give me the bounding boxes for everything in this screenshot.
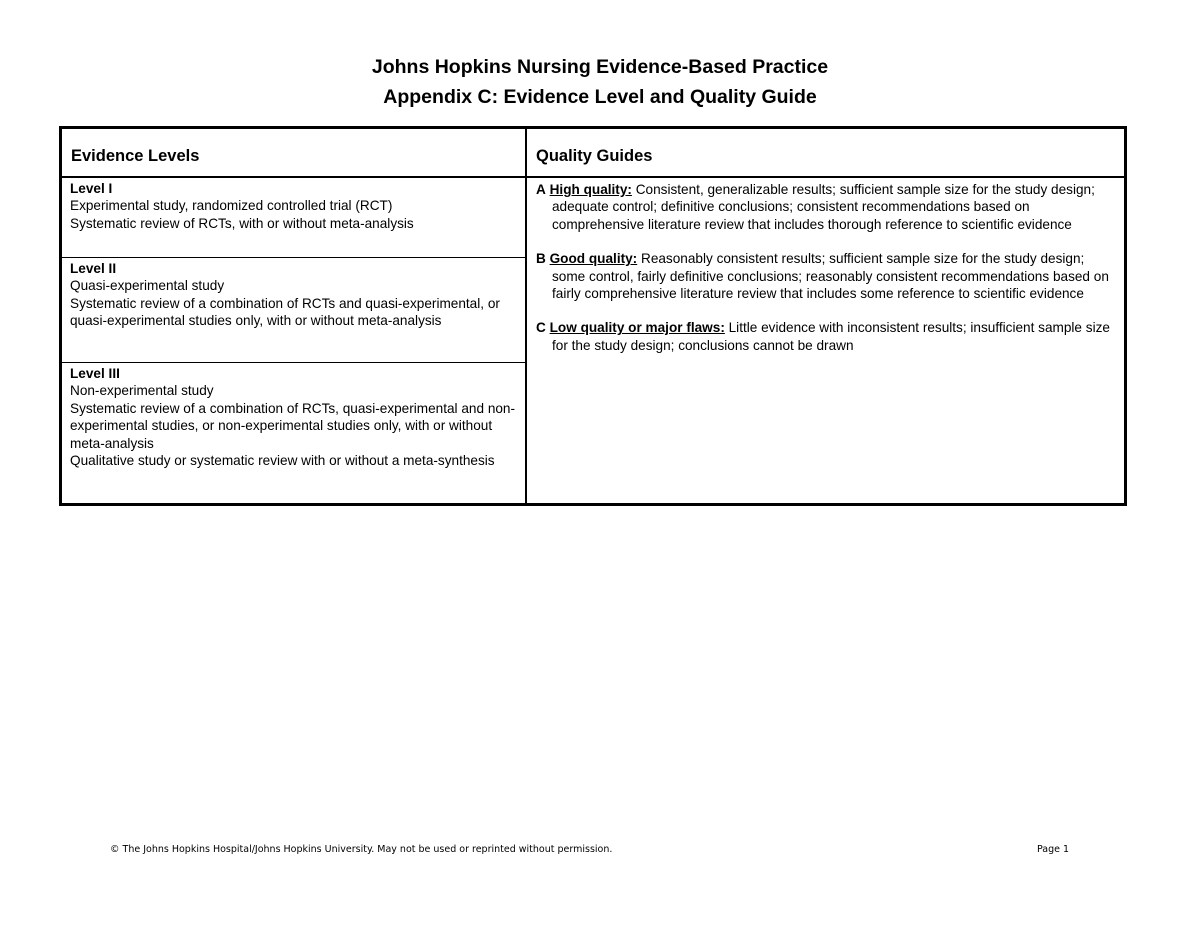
level-description: Quasi-experimental study bbox=[70, 278, 225, 294]
quality-description: Consistent, generalizable results; sufficient sample size for the study design; adequate control; definitive conclusions; consistent recommendations based on comprehensive literature review that includes thorough reference to scientific evidence bbox=[552, 182, 1095, 232]
level-description: Systematic review of a combination of RCTs, quasi-experimental and non-experimental studies, or non-experimental studies only, with or without meta-analysis bbox=[70, 400, 516, 451]
level-title: Level I bbox=[70, 181, 113, 196]
level-description: Systematic review of RCTs, with or without meta-analysis bbox=[70, 215, 414, 231]
quality-guides-cell bbox=[527, 178, 1124, 371]
evidence-quality-table bbox=[59, 126, 1127, 506]
quality-item-b bbox=[536, 250, 1118, 302]
level-description: Non-experimental study bbox=[70, 383, 214, 399]
quality-letter: A bbox=[536, 182, 546, 197]
level-description: Experimental study, randomized controlled trial (RCT) bbox=[70, 198, 393, 214]
quality-item-c bbox=[536, 319, 1118, 354]
quality-guides-header: Quality Guides bbox=[536, 147, 653, 165]
level-description: Systematic review of a combination of RCTs and quasi-experimental, or quasi-experimental studies only, with or without meta-analysis bbox=[70, 295, 500, 329]
evidence-levels-header: Evidence Levels bbox=[71, 147, 200, 165]
level-title: Level III bbox=[70, 366, 120, 381]
copyright-footer: © The Johns Hopkins Hospital/Johns Hopkins University. May not be used or reprinted without permission. bbox=[110, 844, 613, 855]
page-number: Page 1 bbox=[1037, 844, 1070, 855]
document-subtitle: Appendix C: Evidence Level and Quality Guide bbox=[383, 86, 817, 108]
table-header-row bbox=[62, 129, 1124, 178]
level-description: Qualitative study or systematic review with or without a meta-synthesis bbox=[70, 453, 495, 469]
quality-letter: B bbox=[536, 251, 546, 267]
document-title: Johns Hopkins Nursing Evidence-Based Practice bbox=[371, 56, 829, 78]
quality-item-a bbox=[536, 181, 1118, 233]
level-ii-cell bbox=[62, 258, 525, 363]
level-i-cell bbox=[62, 178, 525, 258]
quality-letter: C bbox=[536, 320, 546, 336]
quality-description: Little evidence with inconsistent results; insufficient sample size for the study design; conclusions cannot be drawn bbox=[552, 320, 1110, 353]
quality-description: Reasonably consistent results; sufficient sample size for the study design; some control, fairly definitive conclusions; reasonably consistent recommendations based on fairly comprehensive literature review that includes some reference to scientific evidence bbox=[552, 251, 1109, 302]
quality-label: Low quality or major flaws: bbox=[549, 320, 725, 336]
quality-label: High quality: bbox=[549, 182, 632, 197]
quality-label: Good quality: bbox=[549, 251, 638, 267]
level-iii-cell bbox=[62, 363, 525, 503]
level-title: Level II bbox=[70, 261, 117, 276]
